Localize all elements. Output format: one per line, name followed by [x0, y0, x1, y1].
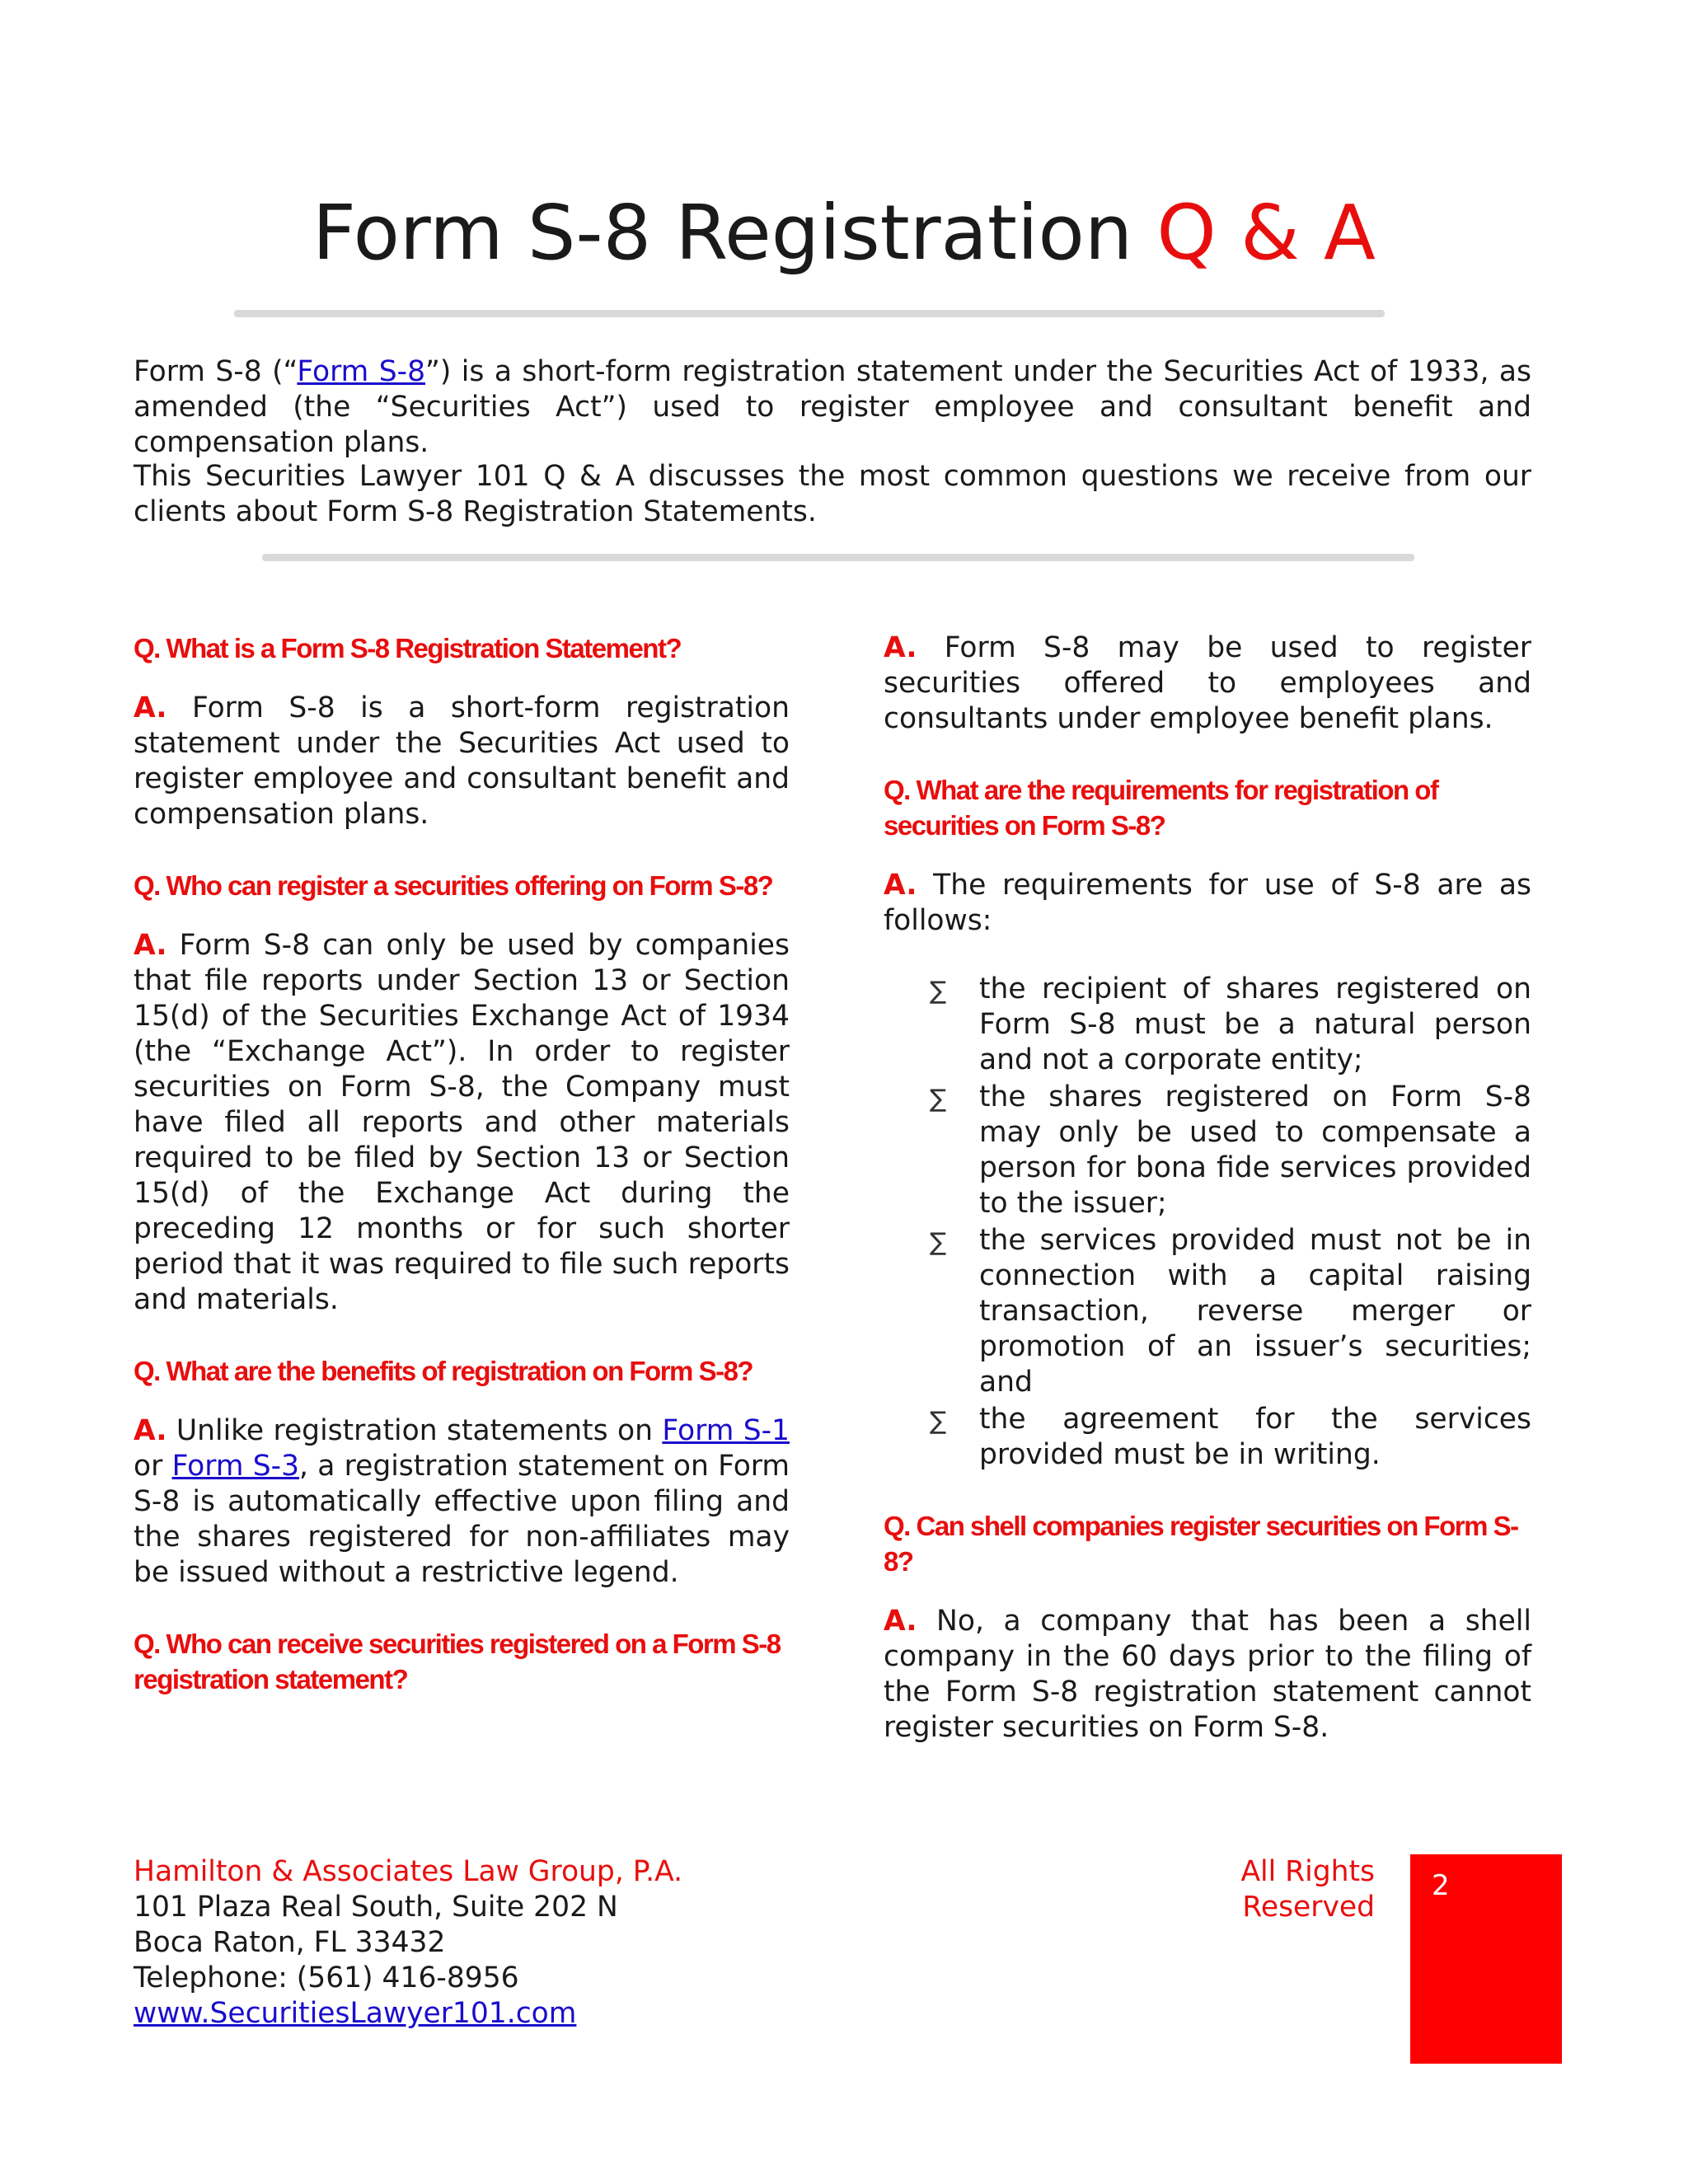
- question-6: Q. Can shell companies register securities on Form S-8?: [884, 1511, 1518, 1577]
- answer-label: A.: [884, 1605, 917, 1638]
- left-column: [134, 630, 790, 1722]
- right-column: [884, 630, 1531, 1781]
- answer-2-text: Form S-8 can only be used by companies that file reports under Section 13 or Section 15(d) of the Securities Exchange Act of 1934 (the “Exchange Act”). In order to register securities on Form S-8, the Company must have filed all reports and other materials required to be filed by Section 13 or Section 15(d) of the Exchange Act during the preceding 12 months or for such shorter period that it was required to file such reports and materials.: [134, 929, 790, 1316]
- page-title: [0, 189, 1688, 277]
- requirements-list: [884, 972, 1531, 1473]
- intro-paragraph-2: This Securities Lawyer 101 Q & A discusses the most common questions we receive from our clients about Form S-8 Registration Statements.: [134, 460, 1531, 528]
- sigma-bullet-icon: ∑: [930, 1407, 947, 1436]
- requirement-text: the shares registered on Form S-8 may only be used to compensate a person for bona fide services provided to the issuer;: [979, 1080, 1531, 1220]
- answer-3: [134, 1413, 790, 1591]
- answer-4: [884, 630, 1531, 737]
- form-s1-link[interactable]: Form S-1: [662, 1414, 790, 1447]
- answer-5-text: The requirements for use of S-8 are as follows:: [884, 869, 1531, 937]
- sigma-bullet-icon: ∑: [930, 1085, 947, 1113]
- website-link[interactable]: www.SecuritiesLawyer101.com: [134, 1997, 577, 2030]
- answer-2: [134, 928, 790, 1318]
- question-3: Q. What are the benefits of registration on Form S-8?: [134, 1356, 753, 1386]
- page-number-box: [1410, 1854, 1562, 2064]
- answer-3-post: , a registration statement on Form S-8 is automatically effective upon filing and the shares registered for non-affiliates may be issued without a restrictive legend.: [134, 1450, 790, 1589]
- answer-6-text: No, a company that has been a shell company in the 60 days prior to the filing of the Form S-8 registration statement cannot register securities on Form S-8.: [884, 1605, 1531, 1744]
- answer-1-text: Form S-8 is a short-form registration statement under the Securities Act used to register employee and consultant benefit and compensation plans.: [134, 691, 790, 831]
- rights-notice: All Rights Reserved: [1240, 1855, 1375, 1924]
- requirement-text: the services provided must not be in connection with a capital raising transaction, reverse merger or promotion of an issuer’s securities; and: [979, 1224, 1531, 1399]
- firm-name: Hamilton & Associates Law Group, P.A.: [134, 1855, 683, 1888]
- answer-label: A.: [134, 1414, 167, 1447]
- list-item: [884, 1080, 1531, 1221]
- answer-3-pre: Unlike registration statements on: [166, 1414, 663, 1447]
- list-item: [884, 1223, 1531, 1400]
- middle-divider: [262, 554, 1414, 561]
- question-5: Q. What are the requirements for registration of securities on Form S-8?: [884, 775, 1438, 841]
- requirement-text: the recipient of shares registered on Form S-8 must be a natural person and not a corporate entity;: [979, 972, 1531, 1076]
- form-s3-link[interactable]: Form S-3: [171, 1450, 300, 1483]
- page-number: 2: [1432, 1869, 1450, 1902]
- answer-label: A.: [884, 869, 917, 902]
- telephone: Telephone: (561) 416-8956: [134, 1961, 519, 1994]
- list-item: [884, 1402, 1531, 1473]
- form-s8-link[interactable]: Form S-8: [297, 355, 426, 388]
- answer-4-text: Form S-8 may be used to register securities offered to employees and consultants under employee benefit plans.: [884, 631, 1531, 735]
- footer-contact: [134, 1854, 682, 2032]
- question-2: Q. Who can register a securities offering on Form S-8?: [134, 870, 773, 901]
- answer-3-mid: or: [134, 1450, 172, 1483]
- sigma-bullet-icon: ∑: [930, 977, 947, 1005]
- intro-paragraph-1: [134, 354, 1531, 461]
- answer-label: A.: [134, 929, 167, 962]
- answer-5: [884, 868, 1531, 939]
- answer-label: A.: [884, 631, 917, 664]
- list-item: [884, 972, 1531, 1078]
- answer-6: [884, 1604, 1531, 1746]
- answer-label: A.: [134, 691, 167, 724]
- title-main: Form S-8 Registration: [312, 189, 1133, 277]
- title-accent: Q & A: [1156, 189, 1376, 277]
- address-line-1: 101 Plaza Real South, Suite 202 N: [134, 1891, 618, 1924]
- question-1: Q. What is a Form S-8 Registration Statement?: [134, 633, 682, 663]
- address-line-2: Boca Raton, FL 33432: [134, 1926, 446, 1959]
- question-4: Q. Who can receive securities registered on a Form S-8 registration statement?: [134, 1629, 781, 1694]
- sigma-bullet-icon: ∑: [930, 1228, 947, 1257]
- requirement-text: the agreement for the services provided must be in writing.: [979, 1403, 1531, 1471]
- top-divider: [234, 310, 1385, 317]
- intro-1-pre: Form S-8 (“: [134, 355, 298, 388]
- intro-1-post: ”) is a short-form registration statement under the Securities Act of 1933, as amended (the “Securities Act”) used to register employee and consultant benefit and compensation plans.: [134, 355, 1531, 459]
- answer-1: [134, 691, 790, 832]
